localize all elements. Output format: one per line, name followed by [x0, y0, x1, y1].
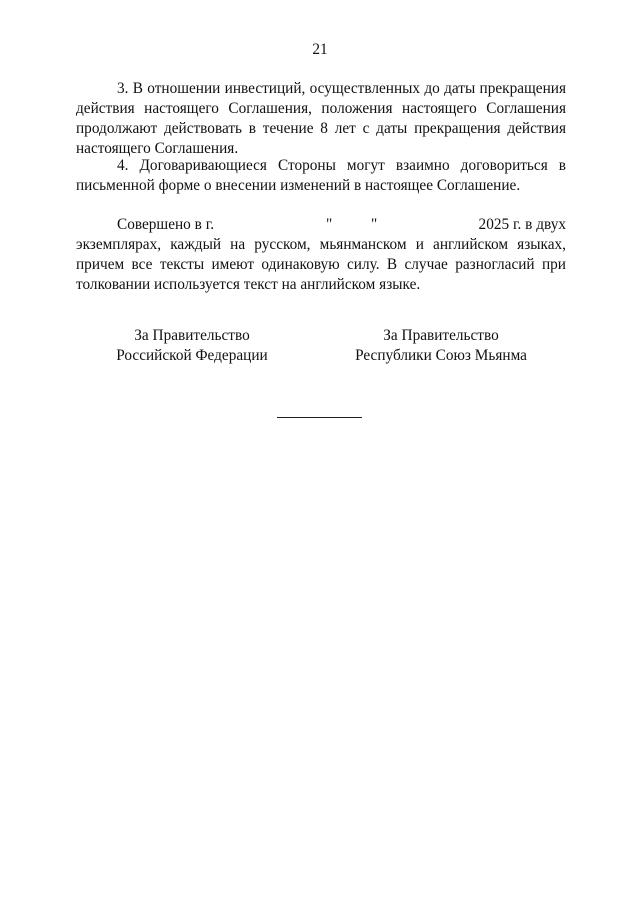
end-separator-line [277, 417, 362, 418]
signed-clause-first-line [76, 215, 566, 235]
signature-right-line2: Республики Союз Мьянма [355, 347, 527, 364]
signed-clause-body: экземплярах, каждый на русском, мьянманском и английском языках, причем все тексты имеют одинаковую силу. В случае разногласий при толковании используется текст на английском языке. [76, 236, 566, 293]
paragraph-item-3: 3. В отношении инвестиций, осуществленных до даты прекращения действия настоящего Соглашения, положения настоящего Соглашения продолжают действовать в течение 8 лет с даты прекращения действия настоящего Соглашения. [76, 80, 566, 157]
signed-clause [76, 215, 566, 295]
signature-block-myanmar [321, 326, 561, 366]
signed-place-prefix: Совершено в г. [117, 216, 215, 233]
paragraph-item-4: 4. Договаривающиеся Стороны могут взаимно договориться в письменной форме о внесении изменений в настоящее Соглашение. [76, 157, 566, 194]
page-number: 21 [312, 41, 328, 58]
signature-left-line1: За Правительство [134, 327, 250, 344]
signed-date-quote-open: " [326, 216, 333, 233]
signature-left-line2: Российской Федерации [116, 347, 268, 364]
signature-right-line1: За Правительство [383, 327, 499, 344]
signed-date-quote-close: " [371, 216, 378, 233]
signed-year: 2025 г. в двух [478, 216, 566, 233]
signature-block-russia [72, 326, 312, 366]
